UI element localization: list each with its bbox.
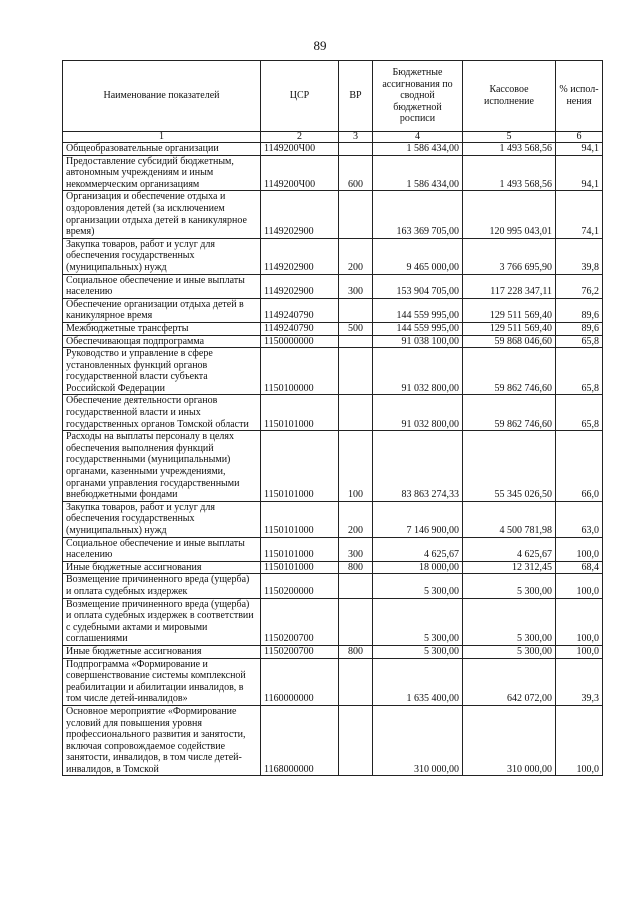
indicator-name: Предоставление субсидий бюджетным, автономным учреждениям и иным некоммерческим организациям xyxy=(63,155,261,191)
execution-percent: 74,1 xyxy=(556,191,603,238)
budget-allocation: 5 300,00 xyxy=(373,645,463,658)
execution-percent: 66,0 xyxy=(556,431,603,502)
budget-allocation: 1 635 400,00 xyxy=(373,658,463,705)
indicator-name: Возмещение причиненного вреда (ущерба) и оплата судебных издержек xyxy=(63,574,261,598)
indicator-name: Иные бюджетные ассигнования xyxy=(63,645,261,658)
expense-type-code xyxy=(339,395,373,431)
indicator-name: Общеобразовательные организации xyxy=(63,143,261,156)
execution-percent: 65,8 xyxy=(556,335,603,348)
expense-type-code xyxy=(339,348,373,395)
target-article-code: 1150200700 xyxy=(261,645,339,658)
expense-type-code xyxy=(339,143,373,156)
execution-percent: 94,1 xyxy=(556,155,603,191)
target-article-code: 1150101000 xyxy=(261,561,339,574)
expense-type-code: 300 xyxy=(339,537,373,561)
indicator-name: Основное мероприятие «Формирование условий для повышения уровня профессионального развития и занятости, включая сопровождаемое содействие занятости, инвалидов, в том числе детей-инвалидов, в Томской xyxy=(63,705,261,776)
budget-execution-table xyxy=(62,60,603,776)
header-pct: % испол-нения xyxy=(556,61,603,132)
cash-execution: 3 766 695,90 xyxy=(463,238,556,274)
target-article-code: 1150101000 xyxy=(261,537,339,561)
budget-allocation: 9 465 000,00 xyxy=(373,238,463,274)
budget-allocation: 91 038 100,00 xyxy=(373,335,463,348)
indicator-name: Закупка товаров, работ и услуг для обеспечения государственных (муниципальных) нужд xyxy=(63,501,261,537)
table-row xyxy=(63,431,603,502)
target-article-code: 1150200700 xyxy=(261,598,339,645)
indicator-name: Расходы на выплаты персоналу в целях обеспечения выполнения функций государственными (муниципальными) органами, казенными учреждениями, органами управления государственными внебюджетными фондами xyxy=(63,431,261,502)
indicator-name: Закупка товаров, работ и услуг для обеспечения государственных (муниципальных) нужд xyxy=(63,238,261,274)
budget-allocation: 1 586 434,00 xyxy=(373,155,463,191)
table-row xyxy=(63,335,603,348)
budget-allocation: 91 032 800,00 xyxy=(373,395,463,431)
indicator-name: Организация и обеспечение отдыха и оздоровления детей (за исключением организации отдыха детей в каникулярное время) xyxy=(63,191,261,238)
page-number: 89 xyxy=(313,38,327,53)
column-number: 1 xyxy=(63,132,261,143)
execution-percent: 65,8 xyxy=(556,395,603,431)
execution-percent: 94,1 xyxy=(556,143,603,156)
cash-execution: 1 493 568,56 xyxy=(463,155,556,191)
indicator-name: Социальное обеспечение и иные выплаты населению xyxy=(63,537,261,561)
indicator-name: Социальное обеспечение и иные выплаты населению xyxy=(63,274,261,298)
budget-allocation: 5 300,00 xyxy=(373,598,463,645)
column-number-row xyxy=(63,132,603,143)
expense-type-code: 200 xyxy=(339,238,373,274)
header-cash: Кассовое исполнение xyxy=(463,61,556,132)
cash-execution: 4 500 781,98 xyxy=(463,501,556,537)
table-row xyxy=(63,298,603,322)
table-body xyxy=(63,143,603,776)
table-row xyxy=(63,348,603,395)
execution-percent: 68,4 xyxy=(556,561,603,574)
target-article-code: 1150000000 xyxy=(261,335,339,348)
cash-execution: 59 862 746,60 xyxy=(463,348,556,395)
target-article-code: 1150100000 xyxy=(261,348,339,395)
budget-allocation: 1 586 434,00 xyxy=(373,143,463,156)
target-article-code: 1150200000 xyxy=(261,574,339,598)
target-article-code: 1150101000 xyxy=(261,501,339,537)
header-csr: ЦСР xyxy=(261,61,339,132)
table-row xyxy=(63,143,603,156)
target-article-code: 1149200Ч00 xyxy=(261,155,339,191)
expense-type-code xyxy=(339,298,373,322)
indicator-name: Руководство и управление в сфере установленных функций органов государственной власти субъекта Российской Федерации xyxy=(63,348,261,395)
indicator-name: Обеспечение деятельности органов государственной власти и иных государственных органов Томской области xyxy=(63,395,261,431)
execution-percent: 100,0 xyxy=(556,598,603,645)
expense-type-code: 500 xyxy=(339,322,373,335)
execution-percent: 63,0 xyxy=(556,501,603,537)
indicator-name: Подпрограмма «Формирование и совершенствование системы комплексной реабилитации и абилитации инвалидов, в том числе детей-инвалидов» xyxy=(63,658,261,705)
execution-percent: 39,3 xyxy=(556,658,603,705)
expense-type-code xyxy=(339,598,373,645)
budget-allocation: 5 300,00 xyxy=(373,574,463,598)
table-row xyxy=(63,574,603,598)
cash-execution: 1 493 568,56 xyxy=(463,143,556,156)
column-number: 4 xyxy=(373,132,463,143)
expense-type-code: 600 xyxy=(339,155,373,191)
budget-allocation: 163 369 705,00 xyxy=(373,191,463,238)
table-row xyxy=(63,322,603,335)
column-number: 6 xyxy=(556,132,603,143)
budget-allocation: 7 146 900,00 xyxy=(373,501,463,537)
cash-execution: 12 312,45 xyxy=(463,561,556,574)
expense-type-code xyxy=(339,574,373,598)
column-number: 5 xyxy=(463,132,556,143)
column-number: 2 xyxy=(261,132,339,143)
indicator-name: Обеспечивающая подпрограмма xyxy=(63,335,261,348)
table-row xyxy=(63,191,603,238)
cash-execution: 129 511 569,40 xyxy=(463,298,556,322)
indicator-name: Межбюджетные трансферты xyxy=(63,322,261,335)
target-article-code: 1149202900 xyxy=(261,274,339,298)
budget-allocation: 18 000,00 xyxy=(373,561,463,574)
expense-type-code xyxy=(339,191,373,238)
header-budget: Бюджетные ассигнования по сводной бюджетной росписи xyxy=(373,61,463,132)
cash-execution: 59 868 046,60 xyxy=(463,335,556,348)
target-article-code: 1149240790 xyxy=(261,322,339,335)
table-row xyxy=(63,501,603,537)
expense-type-code xyxy=(339,335,373,348)
header-name: Наименование показателей xyxy=(63,61,261,132)
target-article-code: 1149200Ч00 xyxy=(261,143,339,156)
execution-percent: 89,6 xyxy=(556,298,603,322)
budget-allocation: 144 559 995,00 xyxy=(373,298,463,322)
execution-percent: 76,2 xyxy=(556,274,603,298)
execution-percent: 100,0 xyxy=(556,574,603,598)
execution-percent: 100,0 xyxy=(556,537,603,561)
indicator-name: Иные бюджетные ассигнования xyxy=(63,561,261,574)
table-row xyxy=(63,645,603,658)
header-row xyxy=(63,61,603,132)
expense-type-code: 200 xyxy=(339,501,373,537)
expense-type-code: 800 xyxy=(339,561,373,574)
budget-allocation: 91 032 800,00 xyxy=(373,348,463,395)
budget-allocation: 153 904 705,00 xyxy=(373,274,463,298)
execution-percent: 100,0 xyxy=(556,705,603,776)
execution-percent: 39,8 xyxy=(556,238,603,274)
indicator-name: Возмещение причиненного вреда (ущерба) и оплата судебных издержек в соответствии с судебными актами и мировыми соглашениями xyxy=(63,598,261,645)
table-row xyxy=(63,598,603,645)
target-article-code: 1160000000 xyxy=(261,658,339,705)
expense-type-code xyxy=(339,705,373,776)
cash-execution: 642 072,00 xyxy=(463,658,556,705)
expense-type-code: 300 xyxy=(339,274,373,298)
target-article-code: 1150101000 xyxy=(261,431,339,502)
execution-percent: 65,8 xyxy=(556,348,603,395)
table-row xyxy=(63,705,603,776)
cash-execution: 117 228 347,11 xyxy=(463,274,556,298)
table-row xyxy=(63,537,603,561)
expense-type-code: 800 xyxy=(339,645,373,658)
cash-execution: 5 300,00 xyxy=(463,598,556,645)
execution-percent: 100,0 xyxy=(556,645,603,658)
cash-execution: 59 862 746,60 xyxy=(463,395,556,431)
indicator-name: Обеспечение организации отдыха детей в каникулярное время xyxy=(63,298,261,322)
table-row xyxy=(63,155,603,191)
target-article-code: 1149202900 xyxy=(261,238,339,274)
target-article-code: 1168000000 xyxy=(261,705,339,776)
table-row xyxy=(63,395,603,431)
table-row xyxy=(63,274,603,298)
expense-type-code: 100 xyxy=(339,431,373,502)
expense-type-code xyxy=(339,658,373,705)
cash-execution: 55 345 026,50 xyxy=(463,431,556,502)
cash-execution: 5 300,00 xyxy=(463,645,556,658)
budget-allocation: 310 000,00 xyxy=(373,705,463,776)
table-row xyxy=(63,658,603,705)
execution-percent: 89,6 xyxy=(556,322,603,335)
cash-execution: 5 300,00 xyxy=(463,574,556,598)
table-row xyxy=(63,561,603,574)
cash-execution: 4 625,67 xyxy=(463,537,556,561)
table-row xyxy=(63,238,603,274)
column-number: 3 xyxy=(339,132,373,143)
target-article-code: 1149240790 xyxy=(261,298,339,322)
header-vr: ВР xyxy=(339,61,373,132)
cash-execution: 129 511 569,40 xyxy=(463,322,556,335)
cash-execution: 120 995 043,01 xyxy=(463,191,556,238)
budget-allocation: 4 625,67 xyxy=(373,537,463,561)
budget-allocation: 83 863 274,33 xyxy=(373,431,463,502)
cash-execution: 310 000,00 xyxy=(463,705,556,776)
target-article-code: 1150101000 xyxy=(261,395,339,431)
budget-allocation: 144 559 995,00 xyxy=(373,322,463,335)
target-article-code: 1149202900 xyxy=(261,191,339,238)
